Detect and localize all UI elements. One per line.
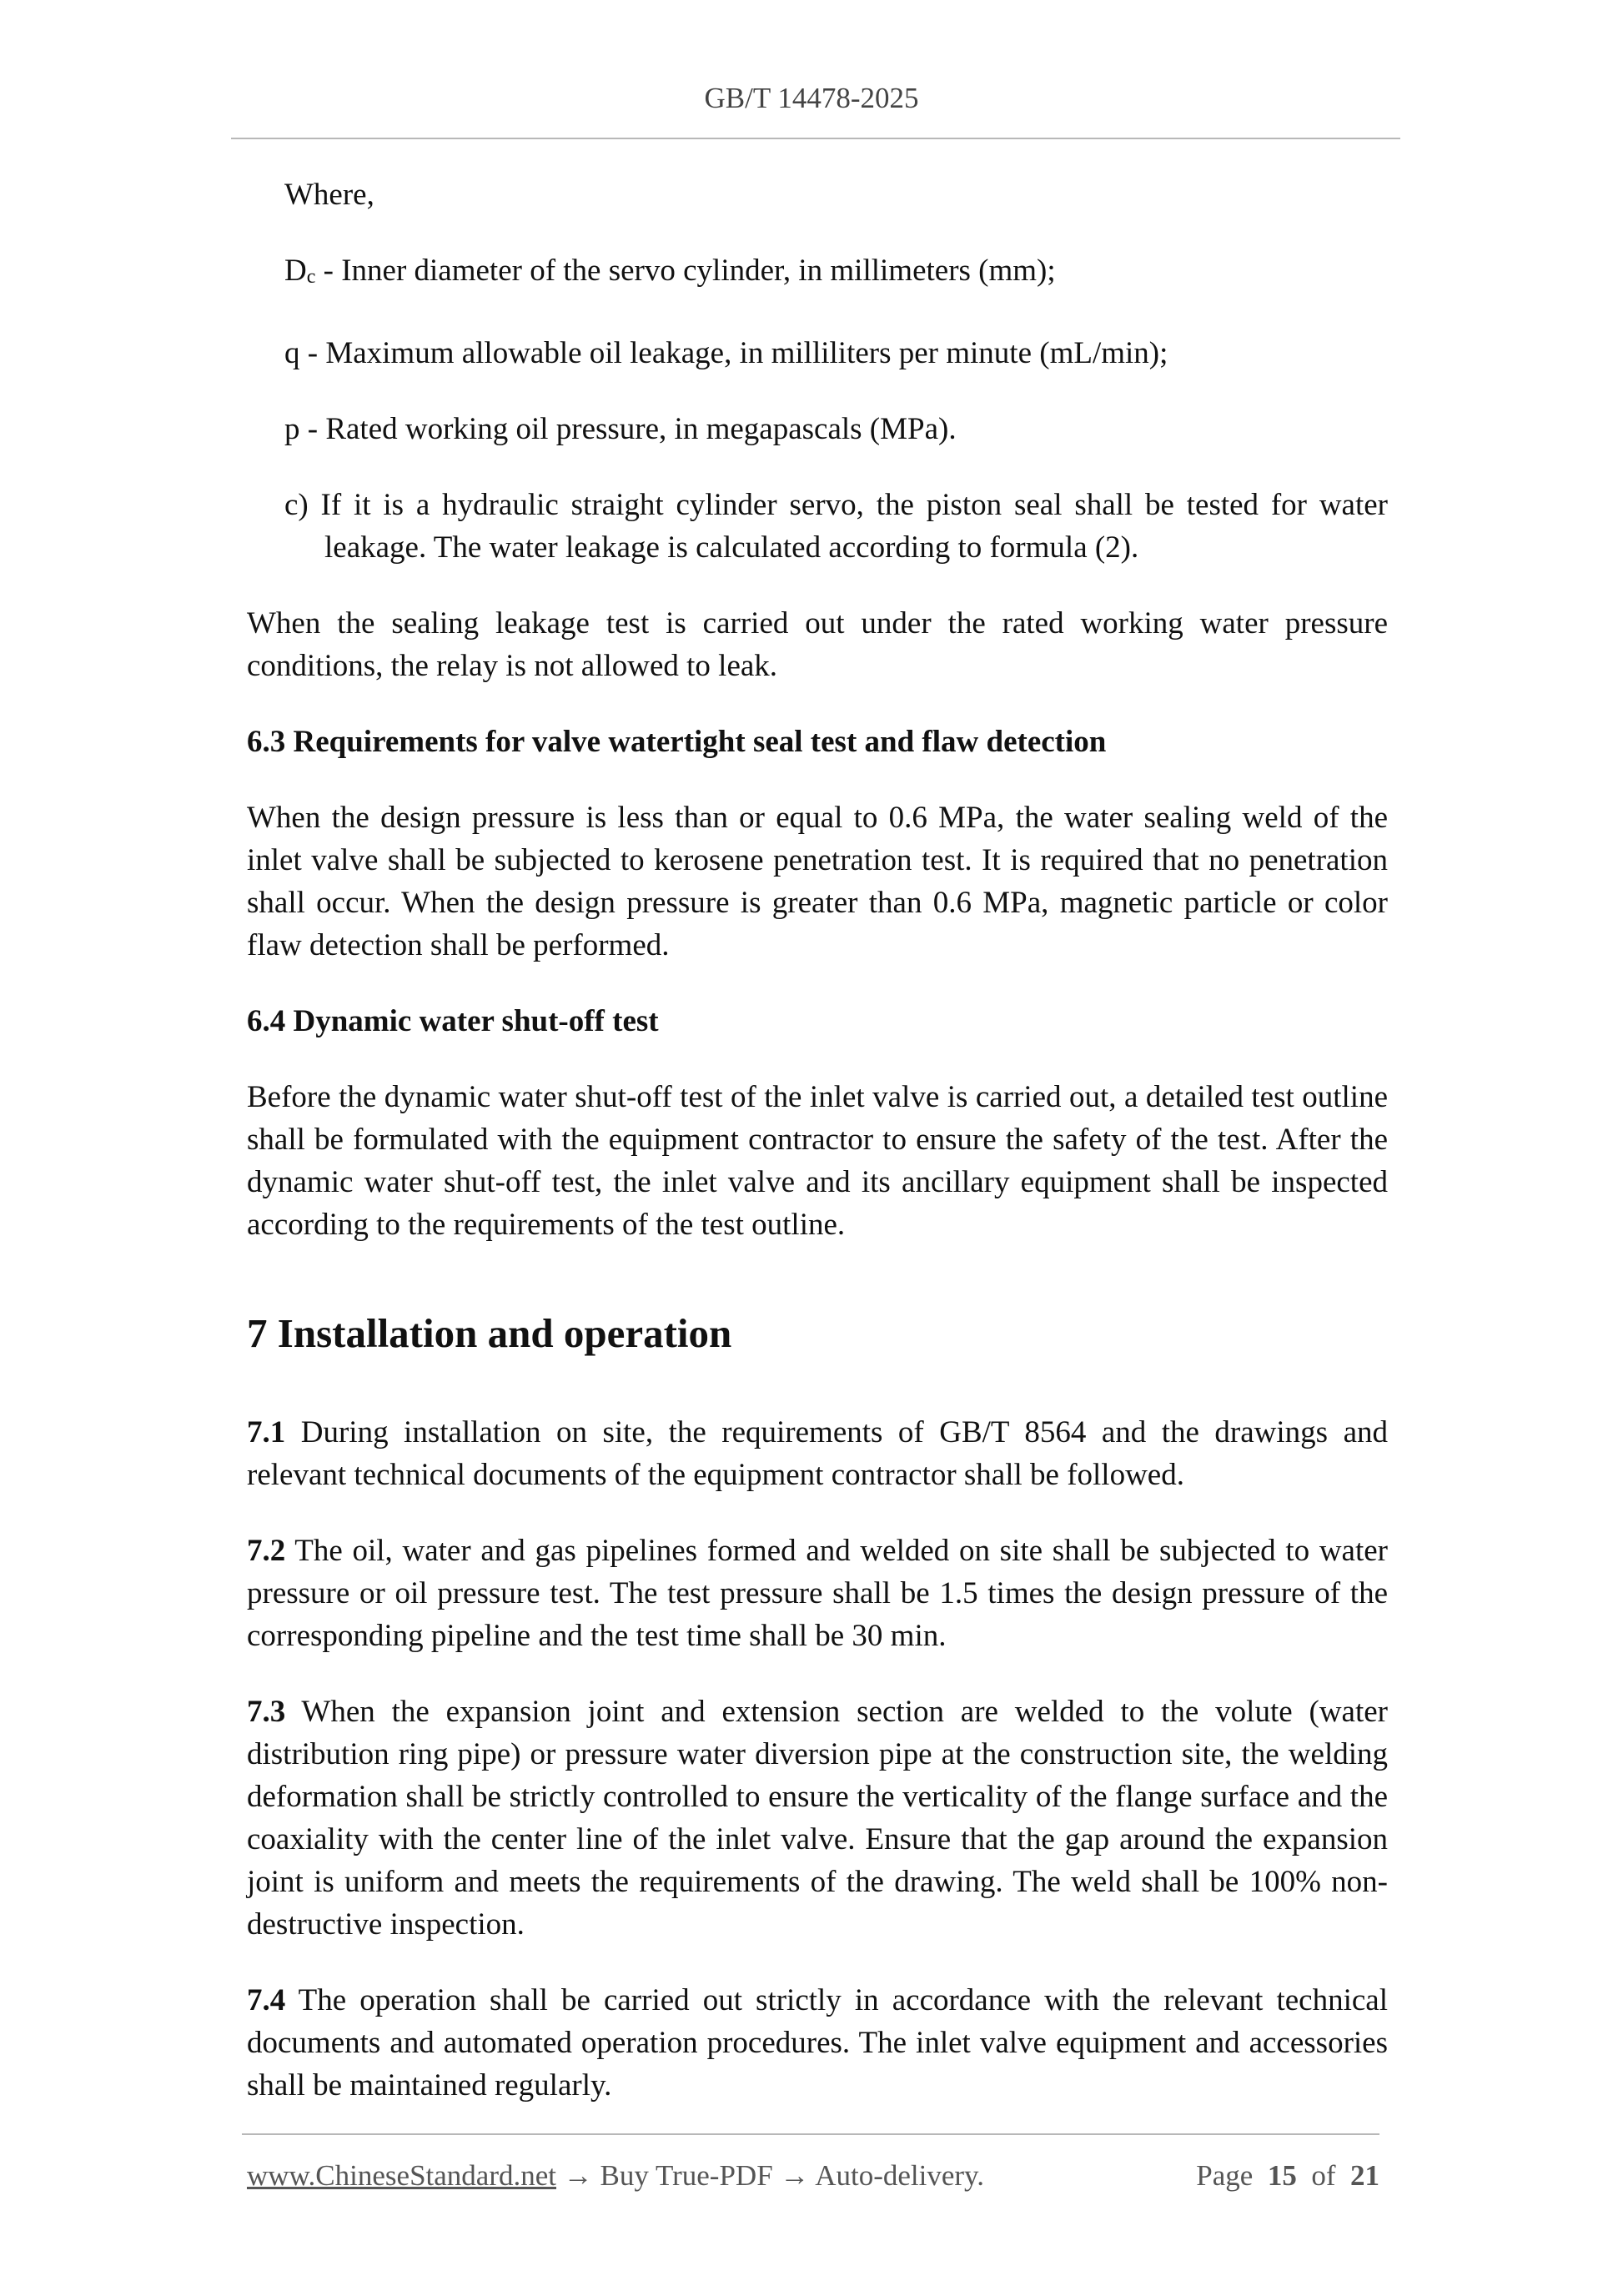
clause-text: The operation shall be carried out strictly in accordance with the relevant technical documents and automated operation procedures. The inlet valve equipment and accessories shall be maintained regularly. bbox=[247, 1983, 1388, 2103]
clause-text: During installation on site, the requirements of GB/T 8564 and the drawings and relevant technical documents of the equipment contractor shall be followed. bbox=[247, 1415, 1388, 1492]
paragraph-6-4: Before the dynamic water shut-off test of the inlet valve is carried out, a detailed test outline shall be formulated with the equipment contractor to ensure the safety of the test. After the dynamic water shut-off test, the inlet valve and its ancillary equipment shall be inspected according to the requirements of the test outline. bbox=[247, 1080, 1388, 1242]
page-word: Page bbox=[1196, 2159, 1254, 2192]
page-total: 21 bbox=[1350, 2159, 1379, 2192]
page-current: 15 bbox=[1267, 2159, 1297, 2192]
clause-number: 7.2 bbox=[247, 1534, 286, 1568]
dc-subscript: c bbox=[306, 266, 316, 288]
dc-description: - Inner diameter of the servo cylinder, in millimeters (mm); bbox=[315, 254, 1056, 288]
clause-7-4 bbox=[247, 1979, 1388, 2107]
list-item-c: c) If it is a hydraulic straight cylinder servo, the piston seal shall be tested for water leakage. The water leakage is calculated according to formula (2). bbox=[284, 488, 1388, 565]
clause-7-3 bbox=[247, 1691, 1388, 1946]
footer-divider bbox=[242, 2133, 1379, 2135]
page-header: GB/T 14478-2025 bbox=[704, 82, 919, 114]
page-footer bbox=[247, 2158, 1379, 2194]
page-indicator bbox=[1196, 2158, 1379, 2194]
clause-text: The oil, water and gas pipelines formed and welded on site shall be subjected to water pressure or oil pressure test. The test pressure shall be 1.5 times the design pressure of the corresponding pipeline and the test time shall be 30 min. bbox=[247, 1534, 1388, 1653]
clause-number: 7.1 bbox=[247, 1415, 286, 1449]
chapter-heading-7: 7 Installation and operation bbox=[247, 1310, 732, 1356]
document-body bbox=[247, 167, 1388, 2107]
of-word: of bbox=[1311, 2159, 1336, 2192]
clause-number: 7.4 bbox=[247, 1983, 286, 2017]
dc-symbol: D bbox=[284, 254, 307, 288]
clause-text: When the expansion joint and extension section are welded to the volute (water distribution ring pipe) or pressure water diversion pipe at the construction site, the welding deformation shall be strictly controlled to ensure the verticality of the flange surface and the coaxiality with the center line of the inlet valve. Ensure that the gap around the expansion joint is uniform and meets the requirements of the drawing. The weld shall be 100% non-destructive inspection. bbox=[247, 1695, 1388, 1942]
section-heading-6-4: 6.4 Dynamic water shut-off test bbox=[247, 1004, 659, 1038]
clause-7-2 bbox=[247, 1530, 1388, 1657]
paragraph-6-3: When the design pressure is less than or equal to 0.6 MPa, the water sealing weld of the inlet valve shall be subjected to kerosene penetration test. It is required that no penetration shall occur. When the design pressure is greater than 0.6 MPa, magnetic particle or color flaw detection shall be performed. bbox=[247, 801, 1388, 962]
section-heading-6-3: 6.3 Requirements for valve watertight seal test and flaw detection bbox=[247, 725, 1107, 759]
footer-tagline: → Buy True-PDF → Auto-delivery. bbox=[556, 2159, 985, 2192]
clause-number: 7.3 bbox=[247, 1695, 286, 1729]
website-link[interactable]: www.ChineseStandard.net bbox=[247, 2159, 556, 2192]
clause-7-1 bbox=[247, 1411, 1388, 1496]
where-label: Where, bbox=[284, 178, 374, 212]
definition-dc bbox=[247, 249, 1388, 299]
definition-q: q - Maximum allowable oil leakage, in milliliters per minute (mL/min); bbox=[284, 336, 1168, 370]
paragraph-leakage: When the sealing leakage test is carried out under the rated working water pressure conditions, the relay is not allowed to leak. bbox=[247, 606, 1388, 683]
definition-p: p - Rated working oil pressure, in megapascals (MPa). bbox=[284, 412, 957, 446]
header-divider bbox=[231, 138, 1400, 139]
